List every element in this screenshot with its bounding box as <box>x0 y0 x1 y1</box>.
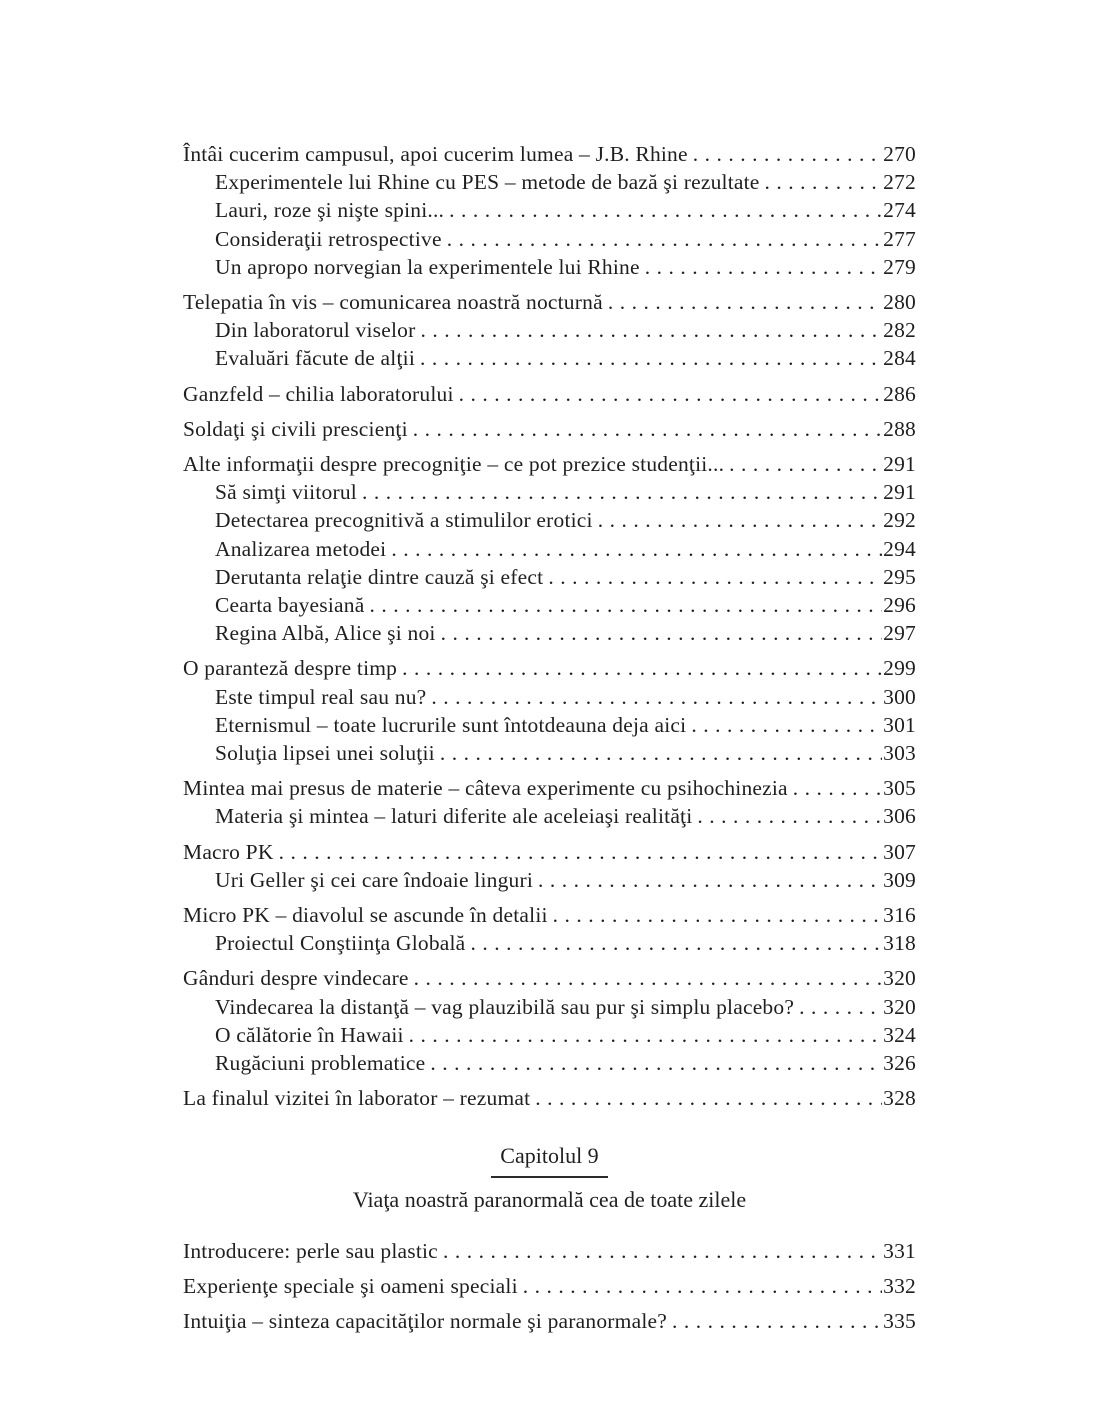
toc-entry-page: 306 <box>883 804 916 829</box>
toc-entry-title: Gânduri despre vindecare <box>183 966 409 991</box>
toc-entry-title: Întâi cucerim campusul, apoi cucerim lumea – J.B. Rhine <box>183 142 688 166</box>
toc-entry-title: Alte informaţii despre precogniţie – ce pot prezice studenţii... <box>183 452 725 477</box>
toc-list-bottom <box>183 1237 916 1336</box>
toc-entry <box>183 563 916 591</box>
toc-entry-title: Introducere: perle sau plastic <box>183 1238 438 1263</box>
toc-entry <box>183 1272 916 1300</box>
dot-leader <box>408 415 882 443</box>
toc-entry-title: O călătorie în Hawaii <box>215 1022 404 1047</box>
toc-entry-page: 331 <box>883 1238 916 1263</box>
toc-entry-title: Ganzfeld – chilia laboratorului <box>183 381 454 406</box>
dot-leader <box>454 380 882 408</box>
toc-entry-title: Să simţi viitorul <box>215 480 357 505</box>
toc-entry <box>183 168 916 196</box>
toc-entry-title: Mintea mai presus de materie – câteva experimente cu psihochinezia <box>183 776 788 801</box>
dot-leader <box>788 774 882 802</box>
toc-entry-title: Micro PK – diavolul se ascunde în detalii <box>183 903 548 928</box>
toc-entry-page: 286 <box>883 381 916 406</box>
toc-entry-page: 282 <box>883 318 916 343</box>
toc-list-top <box>183 140 916 1113</box>
dot-leader <box>724 450 882 478</box>
dot-leader <box>444 196 882 224</box>
toc-entry-page: 291 <box>883 452 916 477</box>
toc-entry-page: 299 <box>883 656 916 681</box>
toc-entry <box>183 711 916 739</box>
dot-leader <box>593 506 882 534</box>
toc-entry <box>183 225 916 253</box>
dot-leader <box>357 478 882 506</box>
toc-entry-page: 335 <box>883 1308 916 1333</box>
dot-leader <box>688 140 882 168</box>
toc-entry-title: Intuiţia – sinteza capacităţilor normale şi paranormale? <box>183 1308 667 1333</box>
toc-entry <box>183 993 916 1021</box>
toc-entry-page: 320 <box>883 994 916 1019</box>
dot-leader <box>425 1049 882 1077</box>
toc-entry <box>183 478 916 506</box>
toc-entry-title: Cearta bayesiană <box>215 593 365 618</box>
toc-entry-title: Este timpul real sau nu? <box>215 684 427 709</box>
toc-entry <box>183 288 916 316</box>
toc-entry <box>183 964 916 992</box>
toc-entry <box>183 901 916 929</box>
toc-entry <box>183 253 916 281</box>
toc-entry-page: 320 <box>883 966 916 991</box>
toc-entry-title: Derutanta relaţie dintre cauză şi efect <box>215 564 544 589</box>
toc-entry-title: Uri Geller şi cei care îndoaie linguri <box>215 867 534 892</box>
toc-entry-page: 277 <box>883 226 916 251</box>
toc-entry <box>183 1237 916 1265</box>
dot-leader <box>364 591 882 619</box>
toc-entry-title: Vindecarea la distanţă – vag plauzibilă sau pur şi simplu placebo? <box>215 994 795 1019</box>
dot-leader <box>548 901 882 929</box>
dot-leader <box>465 929 882 957</box>
dot-leader <box>415 316 882 344</box>
toc-entry <box>183 1084 916 1112</box>
toc-entry-page: 300 <box>883 684 916 709</box>
toc-entry-title: Macro PK <box>183 839 274 864</box>
toc-entry <box>183 196 916 224</box>
toc-entry-page: 292 <box>883 508 916 533</box>
toc-entry <box>183 802 916 830</box>
chapter-heading <box>183 1143 916 1213</box>
toc-entry-title: Telepatia în vis – comunicarea noastră nocturnă <box>183 290 603 315</box>
toc-entry <box>183 619 916 647</box>
toc-entry-page: 303 <box>883 741 916 766</box>
toc-entry-title: Detectarea precognitivă a stimulilor erotici <box>215 508 593 533</box>
toc-entry <box>183 1307 916 1335</box>
toc-entry-page: 332 <box>883 1273 916 1298</box>
toc-entry <box>183 838 916 866</box>
toc-entry <box>183 774 916 802</box>
toc-entry-title: Materia şi mintea – laturi diferite ale aceleiaşi realităţi <box>215 804 693 829</box>
toc-entry <box>183 450 916 478</box>
dot-leader <box>794 993 882 1021</box>
toc-entry-page: 296 <box>883 593 916 618</box>
dot-leader <box>426 683 882 711</box>
dot-leader <box>543 563 882 591</box>
dot-leader <box>533 866 882 894</box>
toc-entry-page: 284 <box>883 346 916 371</box>
toc-entry-title: O paranteză despre timp <box>183 656 398 681</box>
toc-entry-page: 318 <box>883 931 916 956</box>
toc-entry <box>183 929 916 957</box>
dot-leader <box>603 288 882 316</box>
toc-entry-title: Un apropo norvegian la experimentele lui Rhine <box>215 254 640 279</box>
toc-entry-page: 270 <box>883 142 916 166</box>
dot-leader <box>386 535 882 563</box>
toc-entry-title: Rugăciuni problematice <box>215 1051 426 1076</box>
toc-entry-title: Experienţe speciale şi oameni speciali <box>183 1273 518 1298</box>
toc-entry-title: Din laboratorul viselor <box>215 318 416 343</box>
toc-entry-title: Soldaţi şi civili prescienţi <box>183 416 408 441</box>
toc-entry-page: 301 <box>883 712 916 737</box>
chapter-title: Viaţa noastră paranormală cea de toate zilele <box>352 1186 747 1212</box>
dot-leader <box>409 964 882 992</box>
dot-leader <box>518 1272 882 1300</box>
toc-entry-page: 279 <box>883 254 916 279</box>
toc-entry-page: 324 <box>883 1022 916 1047</box>
toc-entry <box>183 415 916 443</box>
dot-leader <box>530 1084 882 1112</box>
toc-entry-title: Proiectul Conştiinţa Globală <box>215 931 466 956</box>
toc-entry-title: Consideraţii retrospective <box>215 226 442 251</box>
toc-entry-title: Eternismul – toate lucrurile sunt întotdeauna deja aici <box>215 712 687 737</box>
dot-leader <box>397 654 882 682</box>
toc-entry-title: Soluţia lipsei unei soluţii <box>215 741 435 766</box>
toc-entry-page: 328 <box>883 1086 916 1111</box>
dot-leader <box>760 168 883 196</box>
toc-entry <box>183 316 916 344</box>
toc-entry <box>183 140 916 168</box>
toc-entry <box>183 380 916 408</box>
toc-entry <box>183 654 916 682</box>
toc-entry <box>183 683 916 711</box>
toc-entry <box>183 591 916 619</box>
toc-entry-page: 305 <box>883 776 916 801</box>
toc-entry-page: 316 <box>883 903 916 928</box>
toc-page <box>183 140 916 1335</box>
toc-entry <box>183 739 916 767</box>
toc-entry-page: 294 <box>883 536 916 561</box>
toc-entry-title: Analizarea metodei <box>215 536 387 561</box>
toc-entry <box>183 866 916 894</box>
toc-entry-page: 295 <box>883 564 916 589</box>
dot-leader <box>274 838 883 866</box>
toc-entry-title: Experimentele lui Rhine cu PES – metode de bază şi rezultate <box>215 170 760 195</box>
toc-entry-page: 309 <box>883 867 916 892</box>
toc-entry-page: 288 <box>883 416 916 441</box>
dot-leader <box>404 1021 882 1049</box>
toc-entry <box>183 1021 916 1049</box>
dot-leader <box>438 1237 882 1265</box>
toc-entry-page: 274 <box>883 198 916 223</box>
toc-entry <box>183 506 916 534</box>
toc-entry-page: 297 <box>883 621 916 646</box>
toc-entry-page: 291 <box>883 480 916 505</box>
toc-entry <box>183 1049 916 1077</box>
chapter-label: Capitolul 9 <box>491 1143 607 1178</box>
dot-leader <box>686 711 882 739</box>
toc-entry-title: La finalul vizitei în laborator – rezumat <box>183 1086 531 1111</box>
toc-entry-page: 307 <box>883 839 916 864</box>
dot-leader <box>667 1307 882 1335</box>
dot-leader <box>436 619 883 647</box>
dot-leader <box>442 225 882 253</box>
toc-entry-title: Evaluări făcute de alţii <box>215 346 415 371</box>
toc-entry <box>183 344 916 372</box>
toc-entry-page: 280 <box>883 290 916 315</box>
dot-leader <box>640 253 882 281</box>
dot-leader <box>692 802 882 830</box>
toc-entry-page: 272 <box>883 170 916 195</box>
toc-entry-title: Lauri, roze şi nişte spini... <box>215 198 445 223</box>
toc-entry-title: Regina Albă, Alice şi noi <box>215 621 436 646</box>
dot-leader <box>415 344 882 372</box>
toc-entry-page: 326 <box>883 1051 916 1076</box>
dot-leader <box>435 739 882 767</box>
toc-entry <box>183 535 916 563</box>
